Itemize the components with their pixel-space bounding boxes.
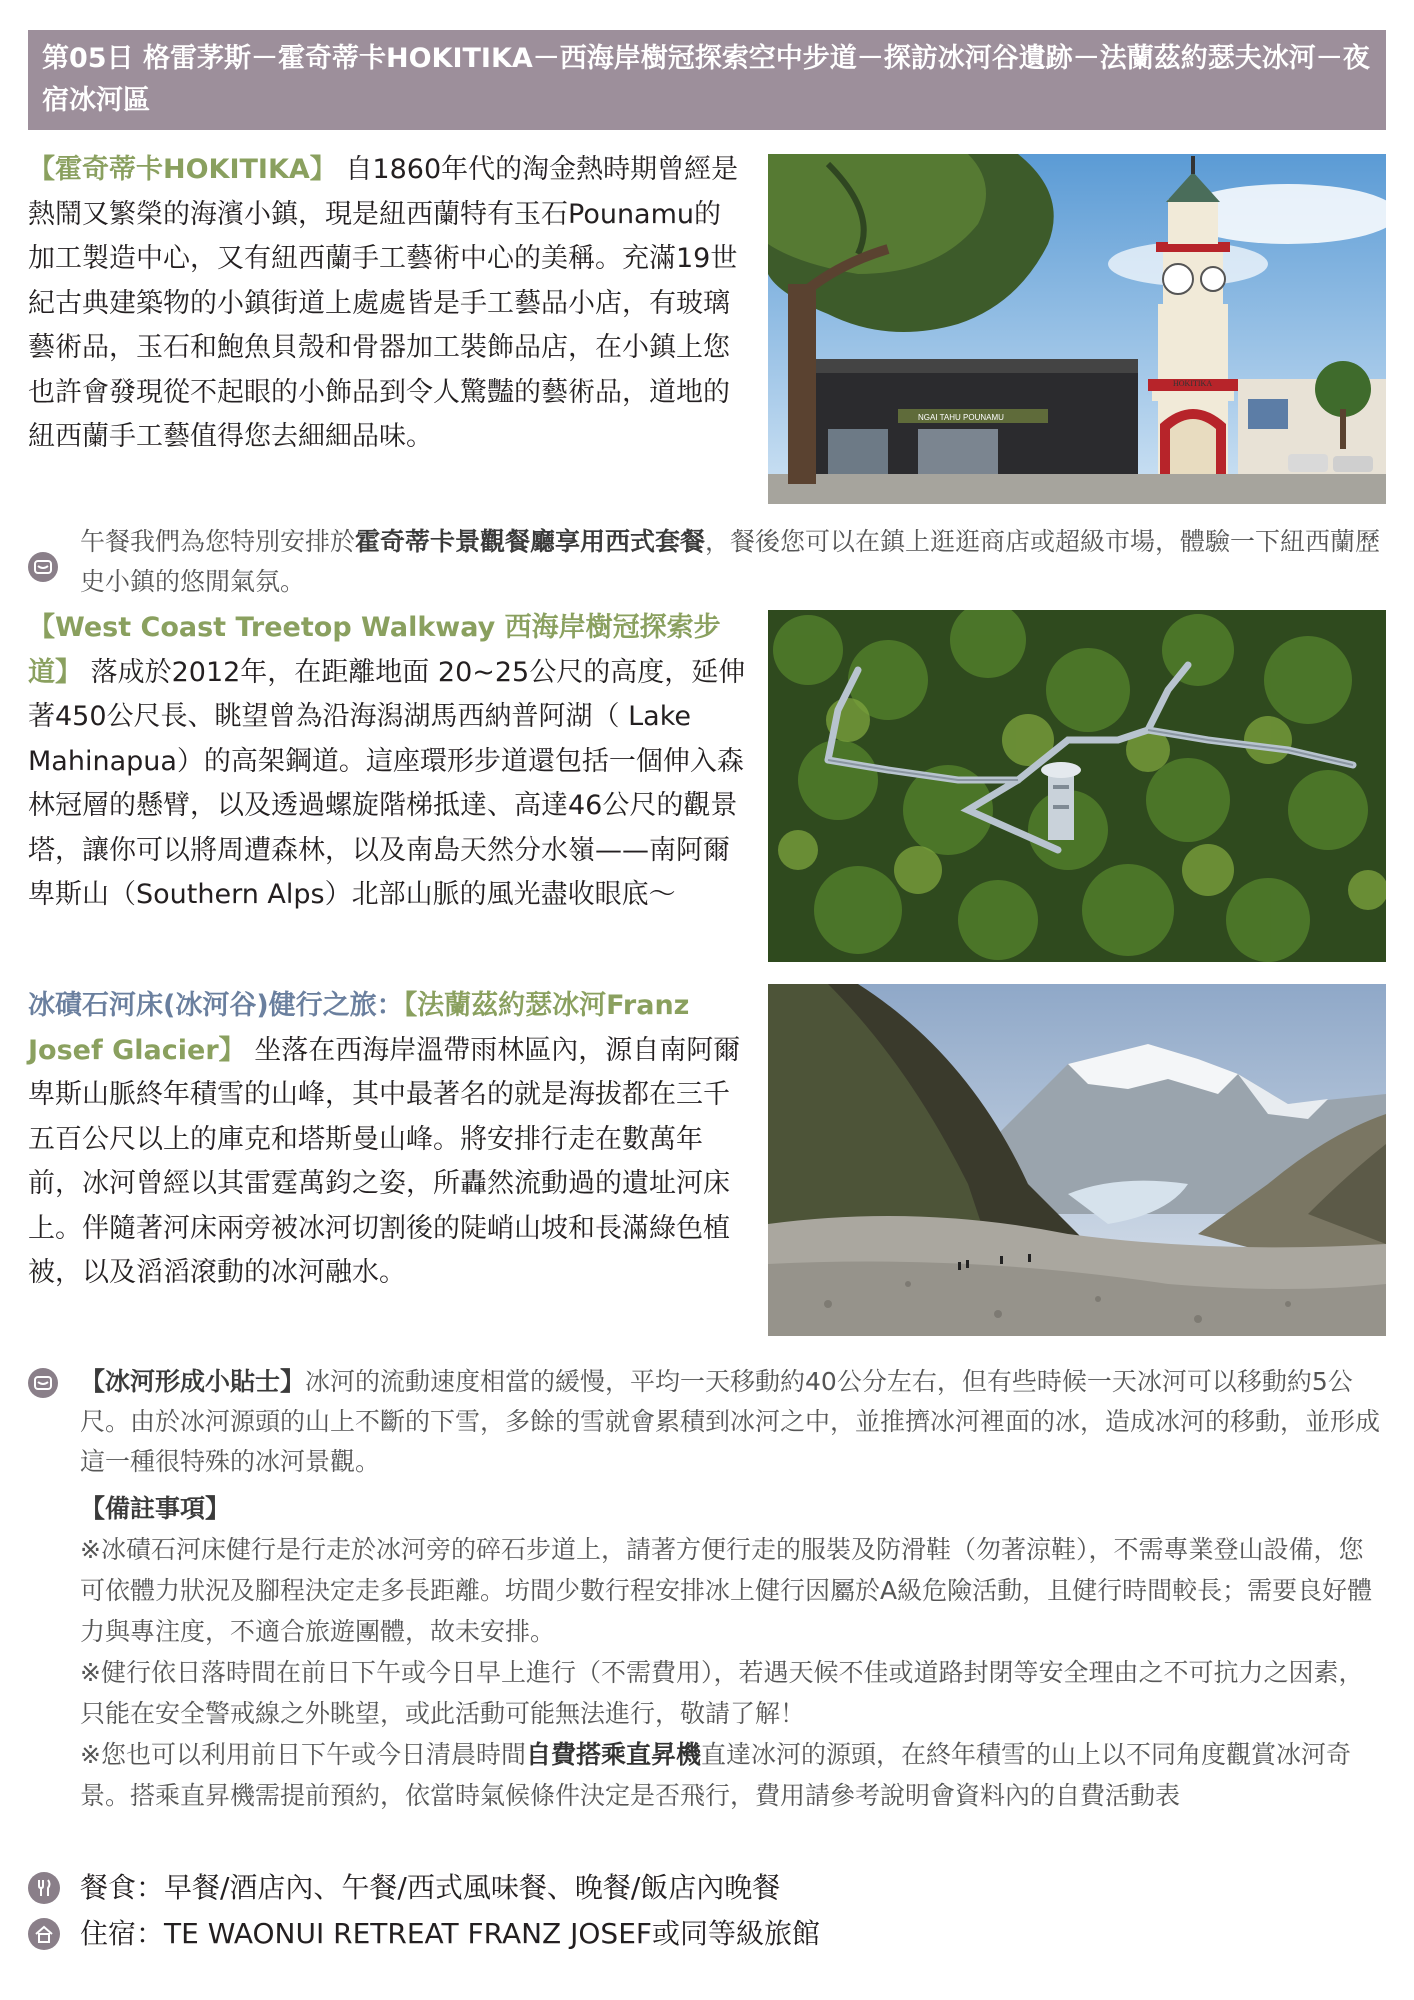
remarks-item-3-suffix: 直達冰河的源頭，在終年積雪的山上以不同角度觀賞冰河奇景。搭乘直昇機需提前預約，依當時氣候條件決定是否飛行，費用請參考說明會資料內的自費活動表 bbox=[80, 1740, 1351, 1810]
lunch-note-prefix: 午餐我們為您特別安排於 bbox=[80, 527, 356, 556]
glacier-tip-note bbox=[28, 1362, 1386, 1486]
house-icon bbox=[28, 1918, 60, 1950]
remarks-item-3 bbox=[80, 1734, 1386, 1816]
lodging-text: 住宿：TE WAONUI RETREAT FRANZ JOSEF或同等級旅館 bbox=[80, 1917, 821, 1950]
utensils-icon bbox=[28, 1872, 60, 1904]
treetop-tag: 【West Coast Treetop Walkway 西海岸樹冠探索步道】 bbox=[28, 612, 721, 688]
remarks-item-2: ※健行依日落時間在前日下午或今日早上進行（不需費用），若遇天候不佳或道路封閉等安全理由之不可抗力之因素，只能在安全警戒線之外眺望，或此活動可能無法進行，敬請了解！ bbox=[80, 1658, 1364, 1728]
glacier-tip-text bbox=[80, 1362, 1386, 1482]
treetop-photo bbox=[768, 610, 1386, 962]
lunch-note-suffix: ，餐後您可以在鎮上逛逛商店或超級市場，體驗一下紐西蘭歷史小鎮的悠閒氣氛。 bbox=[80, 527, 1381, 596]
glacier-tip-body: 冰河的流動速度相當的緩慢，平均一天移動約40公分左右，但有些時候一天冰河可以移動約5公尺。由於冰河源頭的山上不斷的下雪，多餘的雪就會累積到冰河之中，並推擠冰河裡面的冰，造成冰河的移動，並形成這一種很特殊的冰河景觀。 bbox=[80, 1367, 1381, 1476]
hokitika-text-block bbox=[28, 148, 748, 460]
tower-sign: HOKITIKA bbox=[1173, 379, 1213, 388]
remarks-item-3-bold: 自費搭乘直昇機 bbox=[525, 1740, 701, 1769]
glacier-text-block bbox=[28, 984, 748, 1296]
meals-text: 餐食：早餐/酒店內、午餐/西式風味餐、晚餐/飯店內晚餐 bbox=[80, 1871, 781, 1904]
glacier-photo bbox=[768, 984, 1386, 1336]
message-icon bbox=[28, 1368, 58, 1398]
message-icon bbox=[28, 552, 58, 582]
glacier-description: 坐落在西海岸溫帶雨林區內，源自南阿爾卑斯山脈終年積雪的山峰，其中最著名的就是海拔都在三千五百公尺以上的庫克和塔斯曼山峰。將安排行走在數萬年前，冰河曾經以其雷霆萬鈞之姿，所轟然流動過的遺址河床上。伴隨著河床兩旁被冰河切割後的陡峭山坡和長滿綠色植被，以及滔滔滾動的冰河融水。 bbox=[28, 1034, 741, 1288]
lunch-note-bold: 霍奇蒂卡景觀餐廳享用西式套餐 bbox=[355, 527, 706, 556]
treetop-text-block bbox=[28, 606, 748, 918]
hokitika-photo bbox=[768, 154, 1386, 504]
section-glacier bbox=[28, 984, 1386, 1344]
glacier-tag-valley: 冰磧石河床(冰河谷)健行之旅： bbox=[28, 990, 404, 1021]
section-hokitika bbox=[28, 148, 1386, 508]
glacier-tag-name: 【法蘭茲約瑟冰河Franz Josef Glacier】 bbox=[28, 990, 690, 1066]
remarks-title: 【備註事項】 bbox=[80, 1494, 231, 1523]
meals-row bbox=[28, 1868, 1386, 1912]
remarks-block bbox=[80, 1488, 1386, 1816]
hokitika-tag: 【霍奇蒂卡HOKITIKA】 bbox=[28, 154, 337, 185]
section-treetop bbox=[28, 606, 1386, 966]
lunch-note bbox=[28, 522, 1386, 604]
remarks-item-3-prefix: ※您也可以利用前日下午或今日清晨時間 bbox=[80, 1740, 526, 1769]
treetop-description: 落成於2012年，在距離地面 20~25公尺的高度，延伸著450公尺長、眺望曾為沿海潟湖馬西納普阿湖（ Lake Mahinapua）的高架鋼道。這座環形步道還包括一個伸入森林冠層的懸臂，以及透過螺旋階梯抵達、高達46公尺的觀景塔，讓你可以將周遭森林，以及南島天然分水嶺——南阿爾卑斯山（Southern Alps）北部山脈的風光盡收眼底～ bbox=[28, 656, 746, 910]
day-header bbox=[28, 30, 1386, 130]
hokitika-description: 自1860年代的淘金熱時期曾經是熱鬧又繁榮的海濱小鎮，現是紐西蘭特有玉石Pounamu的加工製造中心，又有紐西蘭手工藝術中心的美稱。充滿19世紀古典建築物的小鎮街道上處處皆是手工藝品小店，有玻璃藝術品，玉石和鮑魚貝殼和骨器加工裝飾品店，在小鎮上您也許會發現從不起眼的小飾品到令人驚豔的藝術品，道地的紐西蘭手工藝值得您去細細品味。 bbox=[28, 154, 739, 452]
glacier-tip-title: 【冰河形成小貼士】 bbox=[80, 1367, 306, 1396]
lodging-row bbox=[28, 1914, 1386, 1958]
remarks-item-1: ※冰磧石河床健行是行走於冰河旁的碎石步道上，請著方便行走的服裝及防滑鞋（勿著涼鞋），不需專業登山設備，您可依體力狀況及腳程決定走多長距離。坊間少數行程安排冰上健行因屬於A級危險活動，且健行時間較長；需要良好體力與專注度，不適合旅遊團體，故未安排。 bbox=[80, 1535, 1373, 1646]
lunch-note-text bbox=[80, 522, 1386, 602]
day-title: 第05日 格雷茅斯－霍奇蒂卡HOKITIKA－西海岸樹冠探索空中步道－探訪冰河谷遺跡－法蘭茲約瑟夫冰河－夜宿冰河區 bbox=[42, 43, 1370, 116]
shop-sign: NGAI TAHU POUNAMU bbox=[918, 413, 1004, 422]
